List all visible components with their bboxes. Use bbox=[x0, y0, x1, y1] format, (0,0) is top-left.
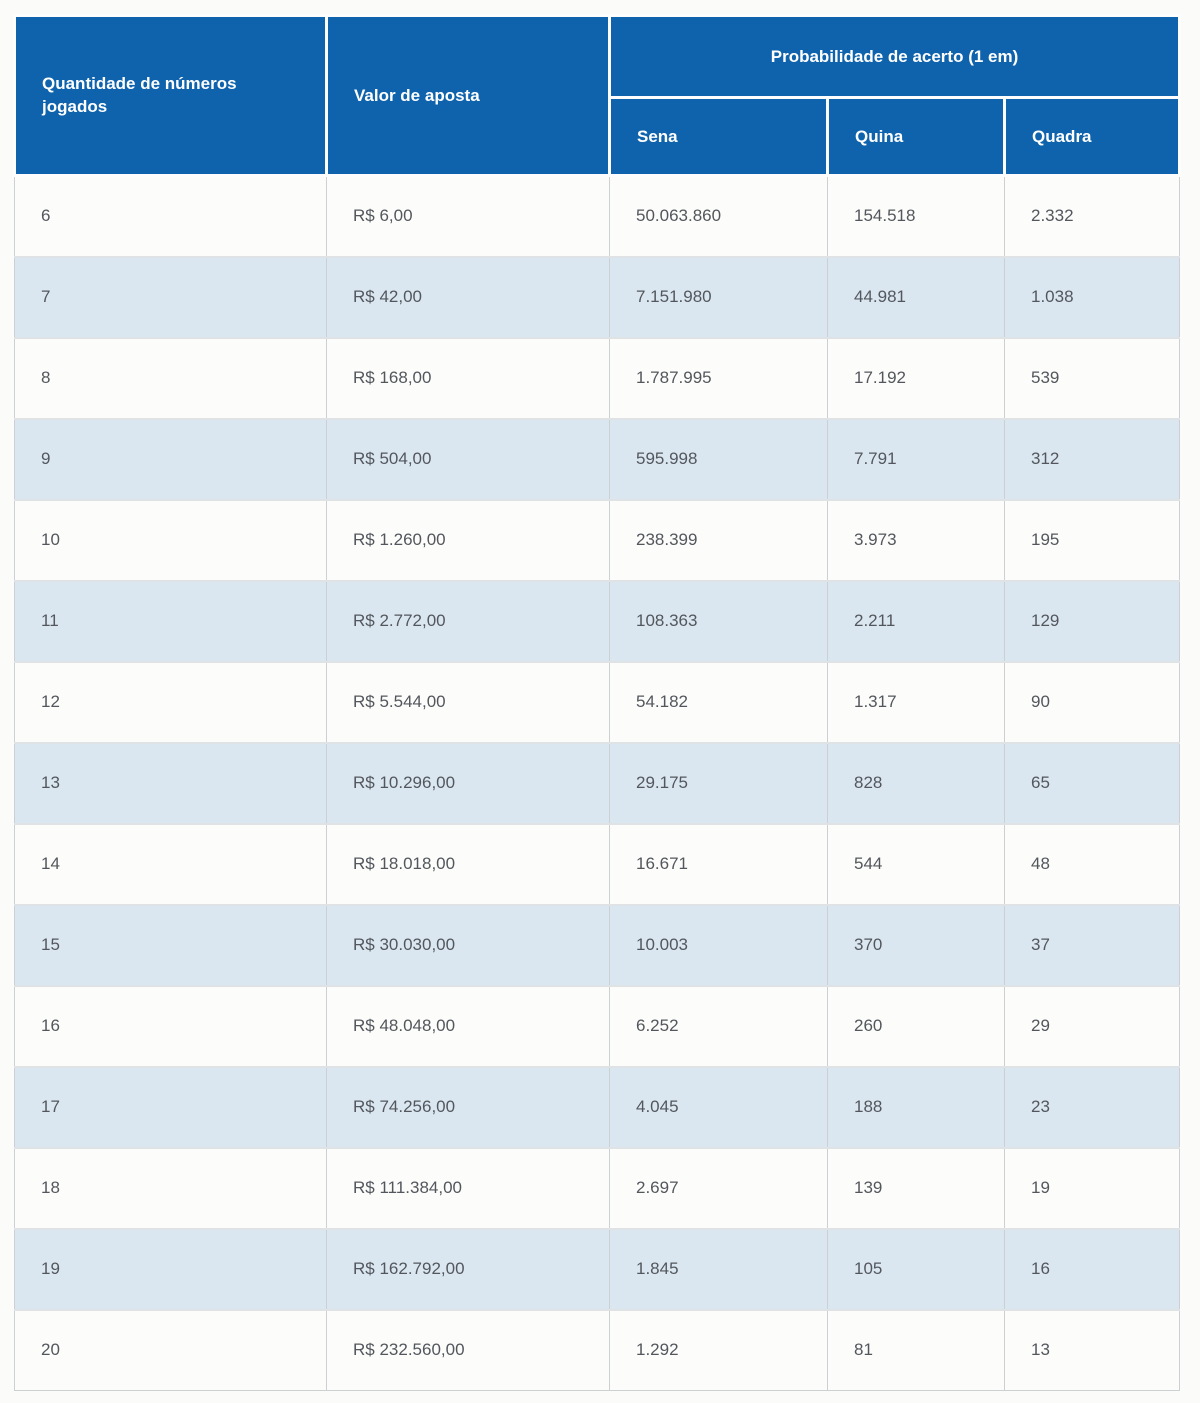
table-row bbox=[15, 419, 1180, 500]
cell-bet-value: R$ 2.772,00 bbox=[327, 581, 610, 662]
cell-sena: 16.671 bbox=[610, 824, 828, 905]
cell-quantity: 17 bbox=[15, 1067, 327, 1148]
header-quina: Quina bbox=[828, 98, 1005, 176]
cell-sena: 4.045 bbox=[610, 1067, 828, 1148]
table-row bbox=[15, 581, 1180, 662]
cell-quina: 2.211 bbox=[828, 581, 1005, 662]
cell-quadra: 16 bbox=[1005, 1229, 1180, 1310]
cell-quadra: 19 bbox=[1005, 1148, 1180, 1229]
cell-sena: 50.063.860 bbox=[610, 176, 828, 257]
table-row bbox=[15, 662, 1180, 743]
table-row bbox=[15, 1310, 1180, 1391]
cell-quina: 544 bbox=[828, 824, 1005, 905]
table-header bbox=[15, 16, 1180, 176]
cell-quadra: 2.332 bbox=[1005, 176, 1180, 257]
table-row bbox=[15, 1067, 1180, 1148]
cell-bet-value: R$ 232.560,00 bbox=[327, 1310, 610, 1391]
cell-bet-value: R$ 18.018,00 bbox=[327, 824, 610, 905]
cell-sena: 29.175 bbox=[610, 743, 828, 824]
header-quadra: Quadra bbox=[1005, 98, 1180, 176]
cell-bet-value: R$ 504,00 bbox=[327, 419, 610, 500]
cell-quadra: 90 bbox=[1005, 662, 1180, 743]
cell-quina: 1.317 bbox=[828, 662, 1005, 743]
cell-quadra: 37 bbox=[1005, 905, 1180, 986]
cell-quantity: 10 bbox=[15, 500, 327, 581]
cell-bet-value: R$ 168,00 bbox=[327, 338, 610, 419]
header-quantity bbox=[15, 16, 327, 176]
cell-quantity: 6 bbox=[15, 176, 327, 257]
cell-quadra: 65 bbox=[1005, 743, 1180, 824]
table-row bbox=[15, 257, 1180, 338]
table-row bbox=[15, 500, 1180, 581]
table-row bbox=[15, 1229, 1180, 1310]
header-probability-group-label: Probabilidade de acerto (1 em) bbox=[770, 46, 1019, 66]
cell-sena: 1.292 bbox=[610, 1310, 828, 1391]
cell-sena: 108.363 bbox=[610, 581, 828, 662]
table-row bbox=[15, 824, 1180, 905]
cell-bet-value: R$ 1.260,00 bbox=[327, 500, 610, 581]
cell-bet-value: R$ 30.030,00 bbox=[327, 905, 610, 986]
cell-bet-value: R$ 42,00 bbox=[327, 257, 610, 338]
cell-quina: 105 bbox=[828, 1229, 1005, 1310]
cell-bet-value: R$ 74.256,00 bbox=[327, 1067, 610, 1148]
cell-bet-value: R$ 5.544,00 bbox=[327, 662, 610, 743]
cell-quina: 370 bbox=[828, 905, 1005, 986]
cell-quina: 154.518 bbox=[828, 176, 1005, 257]
cell-quina: 17.192 bbox=[828, 338, 1005, 419]
cell-sena: 595.998 bbox=[610, 419, 828, 500]
cell-quantity: 14 bbox=[15, 824, 327, 905]
cell-bet-value: R$ 162.792,00 bbox=[327, 1229, 610, 1310]
cell-quadra: 29 bbox=[1005, 986, 1180, 1067]
cell-quantity: 15 bbox=[15, 905, 327, 986]
header-probability-group bbox=[610, 16, 1180, 98]
cell-quina: 139 bbox=[828, 1148, 1005, 1229]
table-row bbox=[15, 176, 1180, 257]
cell-quantity: 9 bbox=[15, 419, 327, 500]
cell-quantity: 16 bbox=[15, 986, 327, 1067]
header-quantity-label: Quantidade de números jogados bbox=[42, 73, 237, 116]
table-row bbox=[15, 905, 1180, 986]
cell-quina: 828 bbox=[828, 743, 1005, 824]
cell-quina: 44.981 bbox=[828, 257, 1005, 338]
table-row bbox=[15, 1148, 1180, 1229]
cell-quadra: 312 bbox=[1005, 419, 1180, 500]
probabilities-table bbox=[13, 14, 1181, 1391]
cell-quadra: 13 bbox=[1005, 1310, 1180, 1391]
cell-quantity: 18 bbox=[15, 1148, 327, 1229]
cell-quantity: 19 bbox=[15, 1229, 327, 1310]
cell-bet-value: R$ 6,00 bbox=[327, 176, 610, 257]
cell-bet-value: R$ 111.384,00 bbox=[327, 1148, 610, 1229]
cell-quantity: 13 bbox=[15, 743, 327, 824]
cell-sena: 10.003 bbox=[610, 905, 828, 986]
cell-quadra: 195 bbox=[1005, 500, 1180, 581]
cell-sena: 238.399 bbox=[610, 500, 828, 581]
cell-quantity: 12 bbox=[15, 662, 327, 743]
cell-quadra: 129 bbox=[1005, 581, 1180, 662]
cell-sena: 54.182 bbox=[610, 662, 828, 743]
cell-quina: 7.791 bbox=[828, 419, 1005, 500]
cell-sena: 2.697 bbox=[610, 1148, 828, 1229]
table-row bbox=[15, 338, 1180, 419]
cell-quadra: 539 bbox=[1005, 338, 1180, 419]
cell-quantity: 7 bbox=[15, 257, 327, 338]
cell-sena: 1.787.995 bbox=[610, 338, 828, 419]
cell-sena: 7.151.980 bbox=[610, 257, 828, 338]
cell-quina: 188 bbox=[828, 1067, 1005, 1148]
table-row bbox=[15, 743, 1180, 824]
cell-quantity: 8 bbox=[15, 338, 327, 419]
cell-quadra: 23 bbox=[1005, 1067, 1180, 1148]
cell-quadra: 48 bbox=[1005, 824, 1180, 905]
header-sena: Sena bbox=[610, 98, 828, 176]
cell-quantity: 20 bbox=[15, 1310, 327, 1391]
table-row bbox=[15, 986, 1180, 1067]
cell-bet-value: R$ 48.048,00 bbox=[327, 986, 610, 1067]
cell-bet-value: R$ 10.296,00 bbox=[327, 743, 610, 824]
cell-quina: 260 bbox=[828, 986, 1005, 1067]
cell-sena: 1.845 bbox=[610, 1229, 828, 1310]
cell-quina: 3.973 bbox=[828, 500, 1005, 581]
header-bet-value bbox=[327, 16, 610, 176]
table-body bbox=[15, 176, 1180, 1391]
cell-quina: 81 bbox=[828, 1310, 1005, 1391]
header-bet-value-label: Valor de aposta bbox=[354, 85, 480, 105]
cell-sena: 6.252 bbox=[610, 986, 828, 1067]
cell-quadra: 1.038 bbox=[1005, 257, 1180, 338]
cell-quantity: 11 bbox=[15, 581, 327, 662]
